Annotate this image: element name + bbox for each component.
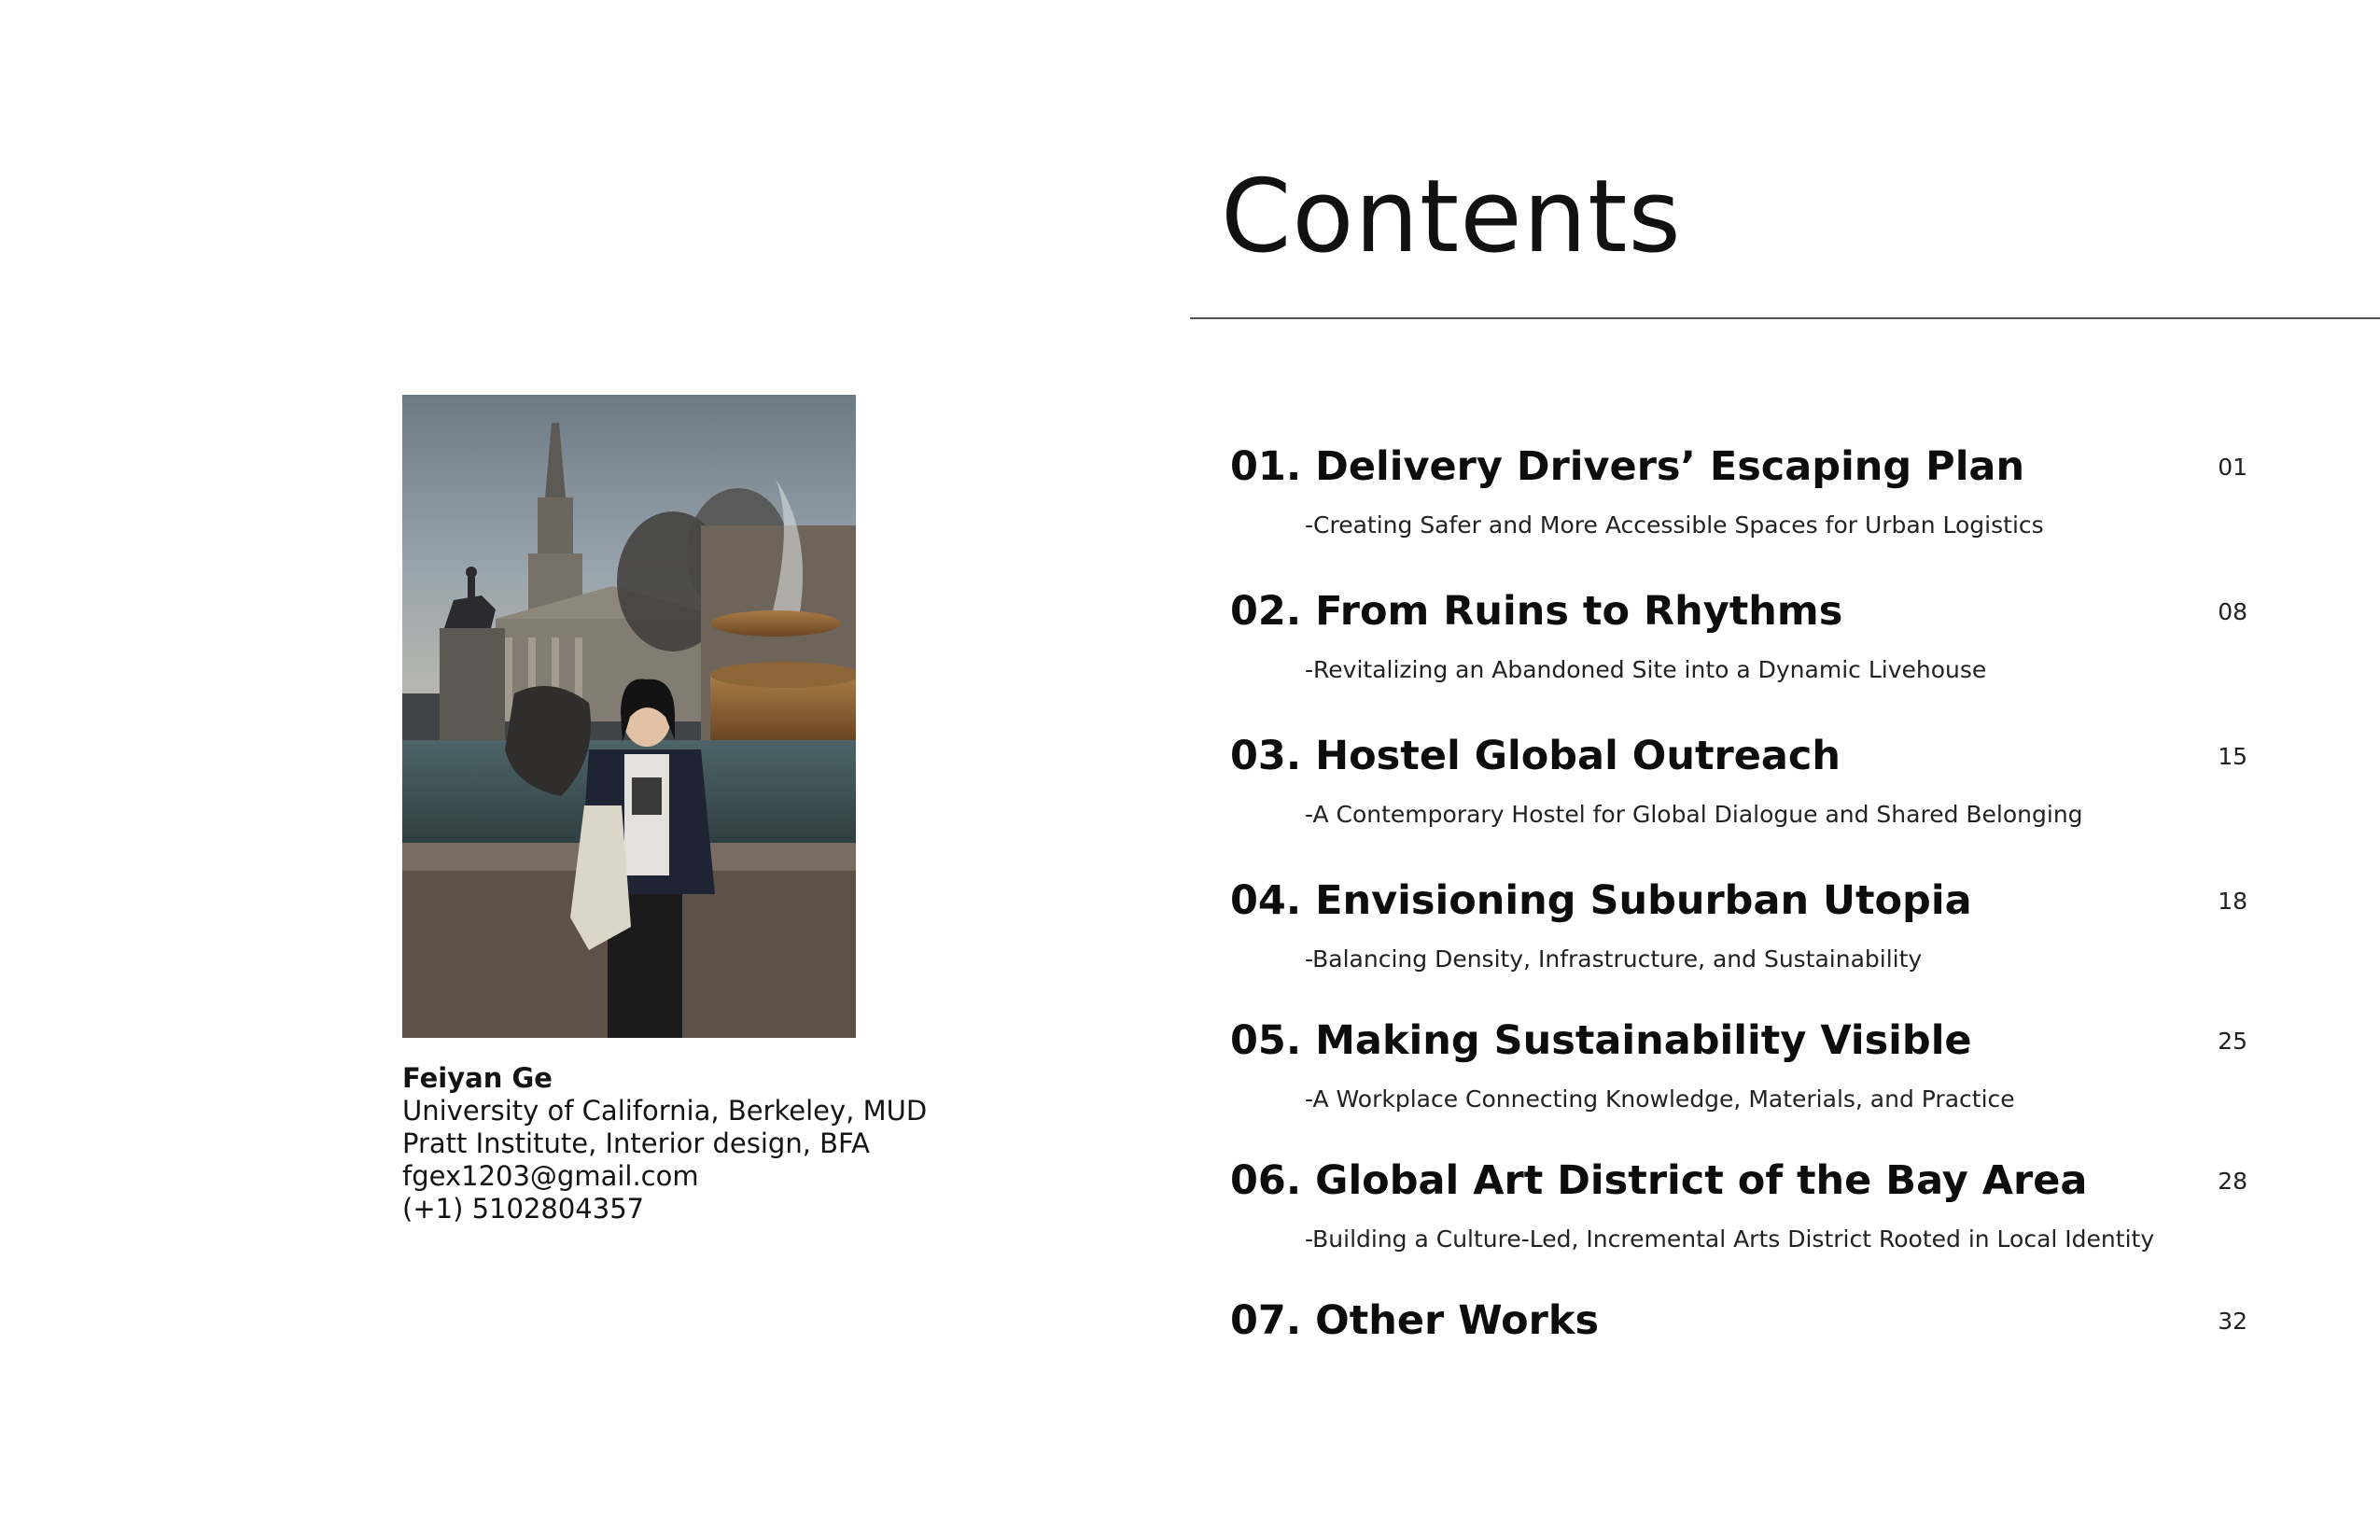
title-divider (1190, 317, 2380, 319)
toc-entry-title: 03. Hostel Global Outreach (1230, 733, 1841, 779)
toc-entry-subtitle: -Balancing Density, Infrastructure, and Sustainability (1305, 945, 1923, 973)
toc-entry-03 (1230, 728, 2247, 873)
profile-education-berkeley: University of California, Berkeley, MUD (402, 1095, 928, 1127)
toc-entry-title: 02. From Ruins to Rhythms (1230, 588, 1843, 635)
toc-entry-subtitle: -A Contemporary Hostel for Global Dialogue and Shared Belonging (1305, 801, 2083, 828)
toc-entry-page-number: 32 (2218, 1308, 2247, 1335)
toc-entry-page-number: 15 (2218, 743, 2247, 770)
profile-info (402, 1062, 927, 1225)
toc-entry-07 (1230, 1293, 2247, 1437)
profile-name: Feiyan Ge (402, 1062, 553, 1094)
profile-photo (402, 395, 856, 1038)
toc-entry-title: 06. Global Art District of the Bay Area (1230, 1157, 2088, 1204)
toc-entry-01 (1230, 439, 2247, 583)
toc-entry-subtitle: -Revitalizing an Abandoned Site into a Dynamic Livehouse (1305, 656, 1987, 683)
toc-entry-05 (1230, 1013, 2247, 1153)
contents-title: Contents (1221, 159, 1682, 275)
toc-entry-title: 05. Making Sustainability Visible (1230, 1017, 1972, 1064)
toc-entry-page-number: 18 (2218, 888, 2247, 915)
toc-entry-page-number: 08 (2218, 598, 2247, 625)
toc-entry-subtitle: -Creating Safer and More Accessible Spaces for Urban Logistics (1305, 511, 2044, 539)
portrait-image (402, 395, 856, 1038)
toc-entry-page-number: 28 (2218, 1168, 2247, 1195)
toc-entry-title: 07. Other Works (1230, 1297, 1600, 1344)
toc-entry-subtitle: -A Workplace Connecting Knowledge, Materials, and Practice (1305, 1085, 2015, 1113)
toc-entry-page-number: 01 (2218, 454, 2247, 481)
toc-entry-page-number: 25 (2218, 1028, 2247, 1055)
toc-entry-04 (1230, 873, 2247, 1013)
toc-entry-02 (1230, 583, 2247, 728)
toc-entry-title: 04. Envisioning Suburban Utopia (1230, 877, 1972, 924)
toc-entry-title: 01. Delivery Drivers’ Escaping Plan (1230, 443, 2025, 490)
profile-education-pratt: Pratt Institute, Interior design, BFA (402, 1127, 870, 1159)
profile-phone: (+1) 5102804357 (402, 1193, 645, 1225)
toc-entry-subtitle: -Building a Culture-Led, Incremental Arts District Rooted in Local Identity (1305, 1225, 2155, 1253)
profile-email: fgex1203@gmail.com (402, 1160, 699, 1192)
table-of-contents (1230, 439, 2247, 1437)
toc-entry-06 (1230, 1153, 2247, 1293)
